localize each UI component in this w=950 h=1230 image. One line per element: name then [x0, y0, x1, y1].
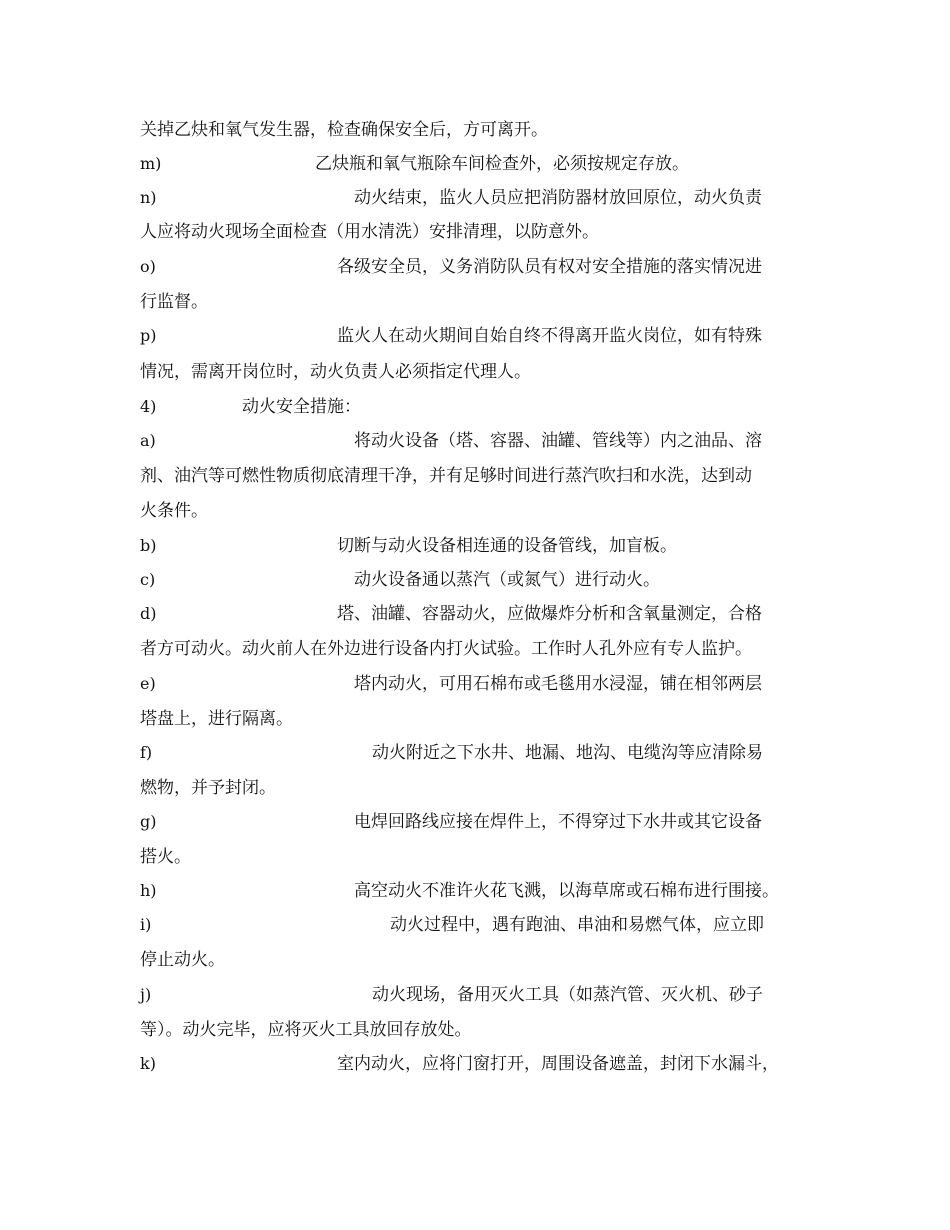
paragraph-line: 搭火。: [140, 847, 191, 867]
paragraph-line: 关掉乙炔和氧气发生器，检查确保安全后，方可离开。: [140, 120, 548, 140]
list-item-label: f): [140, 743, 153, 762]
paragraph-line: 行监督。: [140, 292, 208, 312]
list-item-label: g): [140, 812, 157, 831]
list-item-label: k): [140, 1054, 156, 1073]
list-item-label: i): [140, 915, 152, 934]
list-item-text: 塔内动火，可用石棉布或毛毯用水浸湿，铺在相邻两层: [354, 674, 762, 694]
list-item-text: 室内动火，应将门窗打开，周围设备遮盖，封闭下水漏斗，: [337, 1054, 779, 1074]
list-item-text: 电焊回路线应接在焊件上，不得穿过下水井或其它设备: [354, 812, 762, 832]
list-item-label: p): [140, 326, 157, 345]
paragraph-line: 人应将动火现场全面检查（用水清洗）安排清理，以防意外。: [140, 222, 599, 242]
list-item-text: 高空动火不准许火花飞溅，以海草席或石棉布进行围接。: [354, 881, 779, 901]
list-item-text: 切断与动火设备相连通的设备管线，加盲板。: [337, 536, 677, 556]
list-item-text: 动火结束，监火人员应把消防器材放回原位，动火负责: [354, 188, 762, 208]
list-item-text: 乙炔瓶和氧气瓶除车间检查外，必须按规定存放。: [315, 154, 689, 174]
list-item-text: 各级安全员，义务消防队员有权对安全措施的落实情况进: [337, 257, 762, 277]
paragraph-line: 火条件。: [140, 501, 208, 521]
section-heading: 动火安全措施：: [242, 397, 361, 417]
paragraph-line: 者方可动火。动火前人在外边进行设备内打火试验。工作时人孔外应有专人监护。: [140, 639, 752, 659]
list-item-label: o): [140, 257, 156, 276]
list-item-label: h): [140, 881, 157, 900]
paragraph-line: 停止动火。: [140, 950, 225, 970]
paragraph-line: 等）。动火完毕，应将灭火工具放回存放处。: [140, 1020, 472, 1040]
paragraph-line: 塔盘上，进行隔离。: [140, 709, 293, 729]
list-item-label: a): [140, 431, 156, 450]
paragraph-line: 燃物，并予封闭。: [140, 778, 276, 798]
list-item-text: 动火过程中，遇有跑油、串油和易燃气体，应立即: [390, 915, 764, 935]
list-item-text: 动火设备通以蒸汽（或氮气）进行动火。: [354, 570, 660, 590]
list-item-text: 塔、油罐、容器动火，应做爆炸分析和含氧量测定，合格: [337, 604, 762, 624]
list-item-label: m): [140, 154, 162, 173]
list-item-text: 将动火设备（塔、容器、油罐、管线等）内之油品、溶: [354, 431, 762, 451]
list-item-label: j): [140, 985, 152, 1004]
section-number: 4): [140, 397, 157, 416]
list-item-text: 动火附近之下水井、地漏、地沟、电缆沟等应清除易: [372, 743, 763, 763]
list-item-text: 动火现场，备用灭火工具（如蒸汽管、灭火机、砂子: [372, 985, 763, 1005]
list-item-label: b): [140, 536, 157, 555]
list-item-text: 监火人在动火期间自始自终不得离开监火岗位，如有特殊: [337, 326, 762, 346]
list-item-label: n): [140, 188, 157, 207]
paragraph-line: 剂、油汽等可燃性物质彻底清理干净，并有足够时间进行蒸汽吹扫和水洗，达到动: [140, 466, 752, 486]
list-item-label: d): [140, 604, 157, 623]
paragraph-line: 情况，需离开岗位时，动火负责人必须指定代理人。: [140, 362, 531, 382]
list-item-label: c): [140, 570, 156, 589]
list-item-label: e): [140, 674, 156, 693]
